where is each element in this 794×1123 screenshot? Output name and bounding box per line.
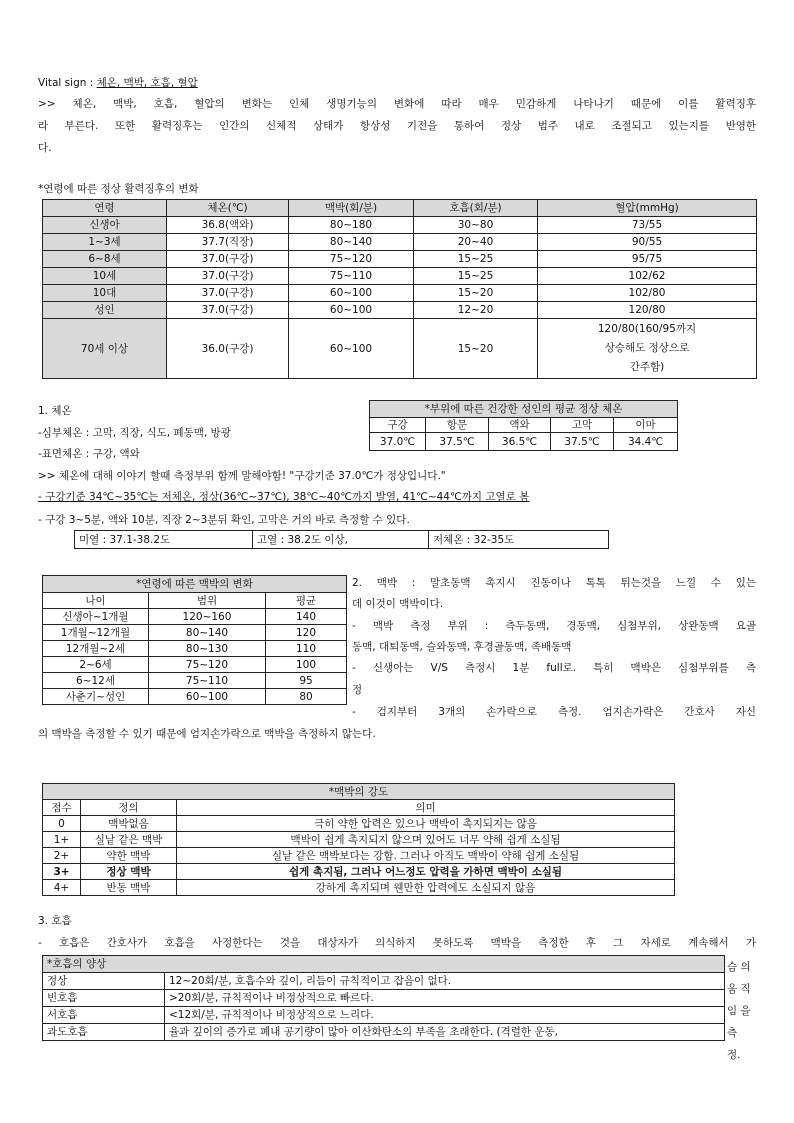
resp-side-5: 정. — [727, 1049, 741, 1061]
table-cell: 2+ — [43, 848, 81, 864]
table-cell: 과도호흡 — [43, 1024, 165, 1041]
table-cell: <12회/분, 규칙적이나 비정상적으로 느리다. — [165, 1007, 725, 1024]
table-row — [43, 973, 725, 990]
pulse-strength-header: 의미 — [177, 800, 675, 816]
table-cell: 맥박없음 — [81, 816, 177, 832]
table-cell: 60~100 — [289, 319, 414, 379]
site-temp-caption: *부위에 따른 건강한 성인의 평균 정상 체온 — [370, 401, 678, 418]
site-temp-table — [369, 400, 678, 451]
document-title: Vital sign : 체온, 맥박, 호흡, 혈압 — [38, 77, 198, 89]
site-temp-value: 34.4℃ — [614, 433, 678, 451]
table-cell: 120/80 — [538, 302, 757, 319]
pulse-line-4: 동맥, 대퇴동맥, 슬와동맥, 후경골동맥, 족배동맥 — [352, 641, 572, 653]
bp-cell-multiline: 120/80(160/95까지 상승해도 정상으로 간주함) — [538, 319, 757, 379]
temp-range: - 구강기준 34℃~35℃는 저체온, 정상(36℃~37℃), 38℃~40℃까지 발열, 41℃~44℃까지 고열로 봄 — [38, 491, 530, 503]
site-temp-header: 항문 — [426, 418, 489, 433]
pulse-line-3: - 맥박 측정 부위 : 측두동맥, 경동맥, 심첨부위, 상완동맥 요골 — [352, 620, 756, 632]
table-cell: 37.0(구강) — [167, 302, 289, 319]
table-cell: 102/80 — [538, 285, 757, 302]
age-vital-header: 체온(℃) — [167, 200, 289, 217]
temp-heading: 1. 체온 — [38, 405, 72, 417]
table-cell: 30~80 — [414, 217, 538, 234]
site-temp-header: 액와 — [489, 418, 551, 433]
age-cell: 성인 — [43, 302, 167, 319]
table-cell: 극히 약한 압력은 있으나 맥박이 촉지되지는 않음 — [177, 816, 675, 832]
table-cell: 80~140 — [149, 625, 266, 641]
document-title-underlined: 체온, 맥박, 호흡, 혈압 — [96, 77, 198, 89]
pulse-line-5: - 신생아는 V/S 측정시 1분 full로. 특히 맥박은 심첨부위를 측 — [352, 662, 756, 674]
table-cell: 1+ — [43, 832, 81, 848]
table-cell: 15~20 — [414, 319, 538, 379]
table-cell: 사춘기~성인 — [43, 689, 149, 705]
table-row — [43, 1024, 725, 1041]
table-cell: 4+ — [43, 880, 81, 896]
site-temp-header: 구강 — [370, 418, 426, 433]
pulse-age-header: 나이 — [43, 593, 149, 609]
site-temp-header-row — [370, 418, 678, 433]
table-row — [43, 657, 347, 673]
table-cell: 80~140 — [289, 234, 414, 251]
table-cell: 140 — [266, 609, 347, 625]
intro-line-1: >> 체온, 맥박, 호흡, 혈압의 변화는 인체 생명기능의 변화에 따라 매우 민감하게 나타나기 때문에 이를 활력징후 — [38, 98, 756, 110]
table-cell: 정상 맥박 — [81, 864, 177, 880]
age-vital-header: 호흡(회/분) — [414, 200, 538, 217]
pulse-line-1: 2. 맥박 : 말초동맥 촉지시 진동이나 톡톡 튀는것을 느낄 수 있는 — [352, 577, 756, 589]
table-cell: 36.0(구강) — [167, 319, 289, 379]
pulse-line-6: 정 — [352, 684, 363, 696]
resp-pattern-caption-row — [43, 956, 725, 973]
table-cell: 73/55 — [538, 217, 757, 234]
table-cell: 110 — [266, 641, 347, 657]
table-cell: 쉽게 촉지됨, 그러나 어느정도 압력을 가하면 맥박이 소실됨 — [177, 864, 675, 880]
table-cell: 반동 맥박 — [81, 880, 177, 896]
table-cell: 75~120 — [289, 251, 414, 268]
table-cell: >20회/분, 규칙적이나 비정상적으로 빠르다. — [165, 990, 725, 1007]
age-vital-table — [42, 199, 757, 379]
table-row — [43, 302, 757, 319]
temp-surface: -표면체온 : 구강, 액와 — [38, 448, 140, 460]
table-row — [43, 319, 757, 379]
table-cell: 100 — [266, 657, 347, 673]
resp-side-3: 임 을 — [727, 1005, 751, 1017]
table-cell: 12개월~2세 — [43, 641, 149, 657]
age-vital-caption: *연령에 따른 정상 활력징후의 변화 — [38, 183, 199, 195]
fever-cell: 고열 : 38.2도 이상, — [253, 531, 429, 549]
table-cell: 37.0(구강) — [167, 268, 289, 285]
table-cell: 37.0(구강) — [167, 285, 289, 302]
table-cell: 37.0(구강) — [167, 251, 289, 268]
age-cell: 신생아 — [43, 217, 167, 234]
temp-core: -심부체온 : 고막, 직장, 식도, 폐동맥, 방광 — [38, 427, 231, 439]
table-cell: 102/62 — [538, 268, 757, 285]
table-cell: 실낱 같은 맥박보다는 강함. 그러나 아직도 맥박이 약해 쉽게 소실됨 — [177, 848, 675, 864]
table-cell: 강하게 촉지되며 웬만한 압력에도 소실되지 않음 — [177, 880, 675, 896]
table-row — [43, 625, 347, 641]
table-cell: 75~120 — [149, 657, 266, 673]
table-cell: 12~20회/분, 호흡수와 깊이, 리듬이 규칙적이고 잡음이 없다. — [165, 973, 725, 990]
fever-table — [74, 530, 609, 549]
pulse-strength-caption: *맥박의 강도 — [43, 784, 675, 800]
table-row — [43, 990, 725, 1007]
age-cell: 6~8세 — [43, 251, 167, 268]
age-cell: 1~3세 — [43, 234, 167, 251]
table-row — [43, 217, 757, 234]
table-cell: 3+ — [43, 864, 81, 880]
table-cell: 120~160 — [149, 609, 266, 625]
site-temp-value: 37.0℃ — [370, 433, 426, 451]
table-cell: 율과 깊이의 증가로 폐내 공기량이 많아 이산화탄소의 부족을 초래한다. (격렬한 운동, — [165, 1024, 725, 1041]
resp-side-1: 슴 의 — [727, 961, 751, 973]
table-cell: 맥박이 쉽게 촉지되지 않으며 있어도 너무 약해 쉽게 소실됨 — [177, 832, 675, 848]
temp-measure: - 구강 3~5분, 액와 10분, 직장 2~3분뒤 확인, 고막은 거의 바로 측정할 수 있다. — [38, 514, 410, 526]
table-row — [43, 285, 757, 302]
table-cell: 0 — [43, 816, 81, 832]
resp-side-2: 움 직 — [727, 983, 751, 995]
table-row — [75, 531, 609, 549]
site-temp-value: 36.5℃ — [489, 433, 551, 451]
table-cell: 36.8(액와) — [167, 217, 289, 234]
table-cell: 빈호흡 — [43, 990, 165, 1007]
age-cell: 10대 — [43, 285, 167, 302]
site-temp-header: 이마 — [614, 418, 678, 433]
table-cell: 80~180 — [289, 217, 414, 234]
table-cell: 6~12세 — [43, 673, 149, 689]
table-row — [43, 816, 675, 832]
table-cell: 80 — [266, 689, 347, 705]
site-temp-value: 37.5℃ — [426, 433, 489, 451]
table-row-highlighted — [43, 864, 675, 880]
table-cell: 20~40 — [414, 234, 538, 251]
table-cell: 90/55 — [538, 234, 757, 251]
table-cell: 약한 맥박 — [81, 848, 177, 864]
pulse-strength-table — [42, 783, 675, 896]
pulse-strength-header: 정의 — [81, 800, 177, 816]
site-temp-caption-row — [370, 401, 678, 418]
table-cell: 37.7(직장) — [167, 234, 289, 251]
table-row — [43, 1007, 725, 1024]
intro-line-3: 다. — [38, 142, 52, 154]
table-row — [43, 268, 757, 285]
pulse-age-caption: *연령에 따른 맥박의 변화 — [43, 576, 347, 593]
site-temp-value: 37.5℃ — [551, 433, 614, 451]
table-cell: 60~100 — [289, 302, 414, 319]
pulse-strength-header-row — [43, 800, 675, 816]
table-row — [43, 832, 675, 848]
table-cell: 95/75 — [538, 251, 757, 268]
table-cell: 75~110 — [289, 268, 414, 285]
resp-heading: 3. 호흡 — [38, 915, 72, 927]
table-cell: 60~100 — [289, 285, 414, 302]
table-row — [43, 251, 757, 268]
resp-side-4: 측 — [727, 1027, 738, 1039]
table-cell: 80~130 — [149, 641, 266, 657]
pulse-strength-caption-row — [43, 784, 675, 800]
table-cell: 120 — [266, 625, 347, 641]
table-cell: 15~20 — [414, 285, 538, 302]
age-cell: 10세 — [43, 268, 167, 285]
table-cell: 신생아~1개월 — [43, 609, 149, 625]
table-row — [43, 689, 347, 705]
table-row — [43, 880, 675, 896]
age-cell: 70세 이상 — [43, 319, 167, 379]
age-vital-header: 연령 — [43, 200, 167, 217]
age-vital-header: 맥박(회/분) — [289, 200, 414, 217]
table-cell: 15~25 — [414, 251, 538, 268]
resp-pattern-caption: *호흡의 양상 — [43, 956, 725, 973]
pulse-age-header: 범위 — [149, 593, 266, 609]
table-cell: 12~20 — [414, 302, 538, 319]
resp-pattern-table — [42, 955, 725, 1041]
temp-note: >> 체온에 대해 이야기 할때 측정부위 함께 말해야함! "구강기준 37.0℃가 정상입니다." — [38, 470, 446, 482]
table-cell: 15~25 — [414, 268, 538, 285]
table-row — [43, 234, 757, 251]
table-row — [43, 673, 347, 689]
site-temp-value-row — [370, 433, 678, 451]
table-cell: 95 — [266, 673, 347, 689]
intro-line-2: 라 부른다. 또한 활력징후는 인간의 신체적 상태가 항상성 기전을 통하여 정상 범주 내로 조절되고 있는지를 반영한 — [38, 120, 756, 132]
age-vital-header-row — [43, 200, 757, 217]
site-temp-header: 고막 — [551, 418, 614, 433]
pulse-age-header-row — [43, 593, 347, 609]
pulse-strength-header: 점수 — [43, 800, 81, 816]
table-cell: 1개월~12개월 — [43, 625, 149, 641]
fever-cell: 저체온 : 32-35도 — [429, 531, 609, 549]
pulse-age-caption-row — [43, 576, 347, 593]
pulse-line-7: - 검지부터 3개의 손가락으로 측정. 엄지손가락은 간호사 자신 — [352, 706, 756, 718]
table-cell: 정상 — [43, 973, 165, 990]
pulse-line-2: 데 이것이 맥박이다. — [352, 598, 444, 610]
table-row — [43, 641, 347, 657]
table-row — [43, 609, 347, 625]
table-cell: 서호흡 — [43, 1007, 165, 1024]
pulse-tail: 의 맥박을 측정할 수 있기 때문에 엄지손가락으로 맥박을 측정하지 않는다. — [38, 728, 376, 740]
table-cell: 75~110 — [149, 673, 266, 689]
resp-line: - 호흡은 간호사가 호흡을 사정한다는 것을 대상자가 의식하지 못하도록 맥박을 측정한 후 그 자세로 계속해서 가 — [38, 937, 756, 949]
table-cell: 60~100 — [149, 689, 266, 705]
pulse-age-table — [42, 575, 347, 705]
table-cell: 2~6세 — [43, 657, 149, 673]
fever-cell: 미열 : 37.1-38.2도 — [75, 531, 253, 549]
table-row — [43, 848, 675, 864]
table-cell: 실낱 같은 맥박 — [81, 832, 177, 848]
age-vital-header: 혈압(mmHg) — [538, 200, 757, 217]
pulse-age-header: 평균 — [266, 593, 347, 609]
